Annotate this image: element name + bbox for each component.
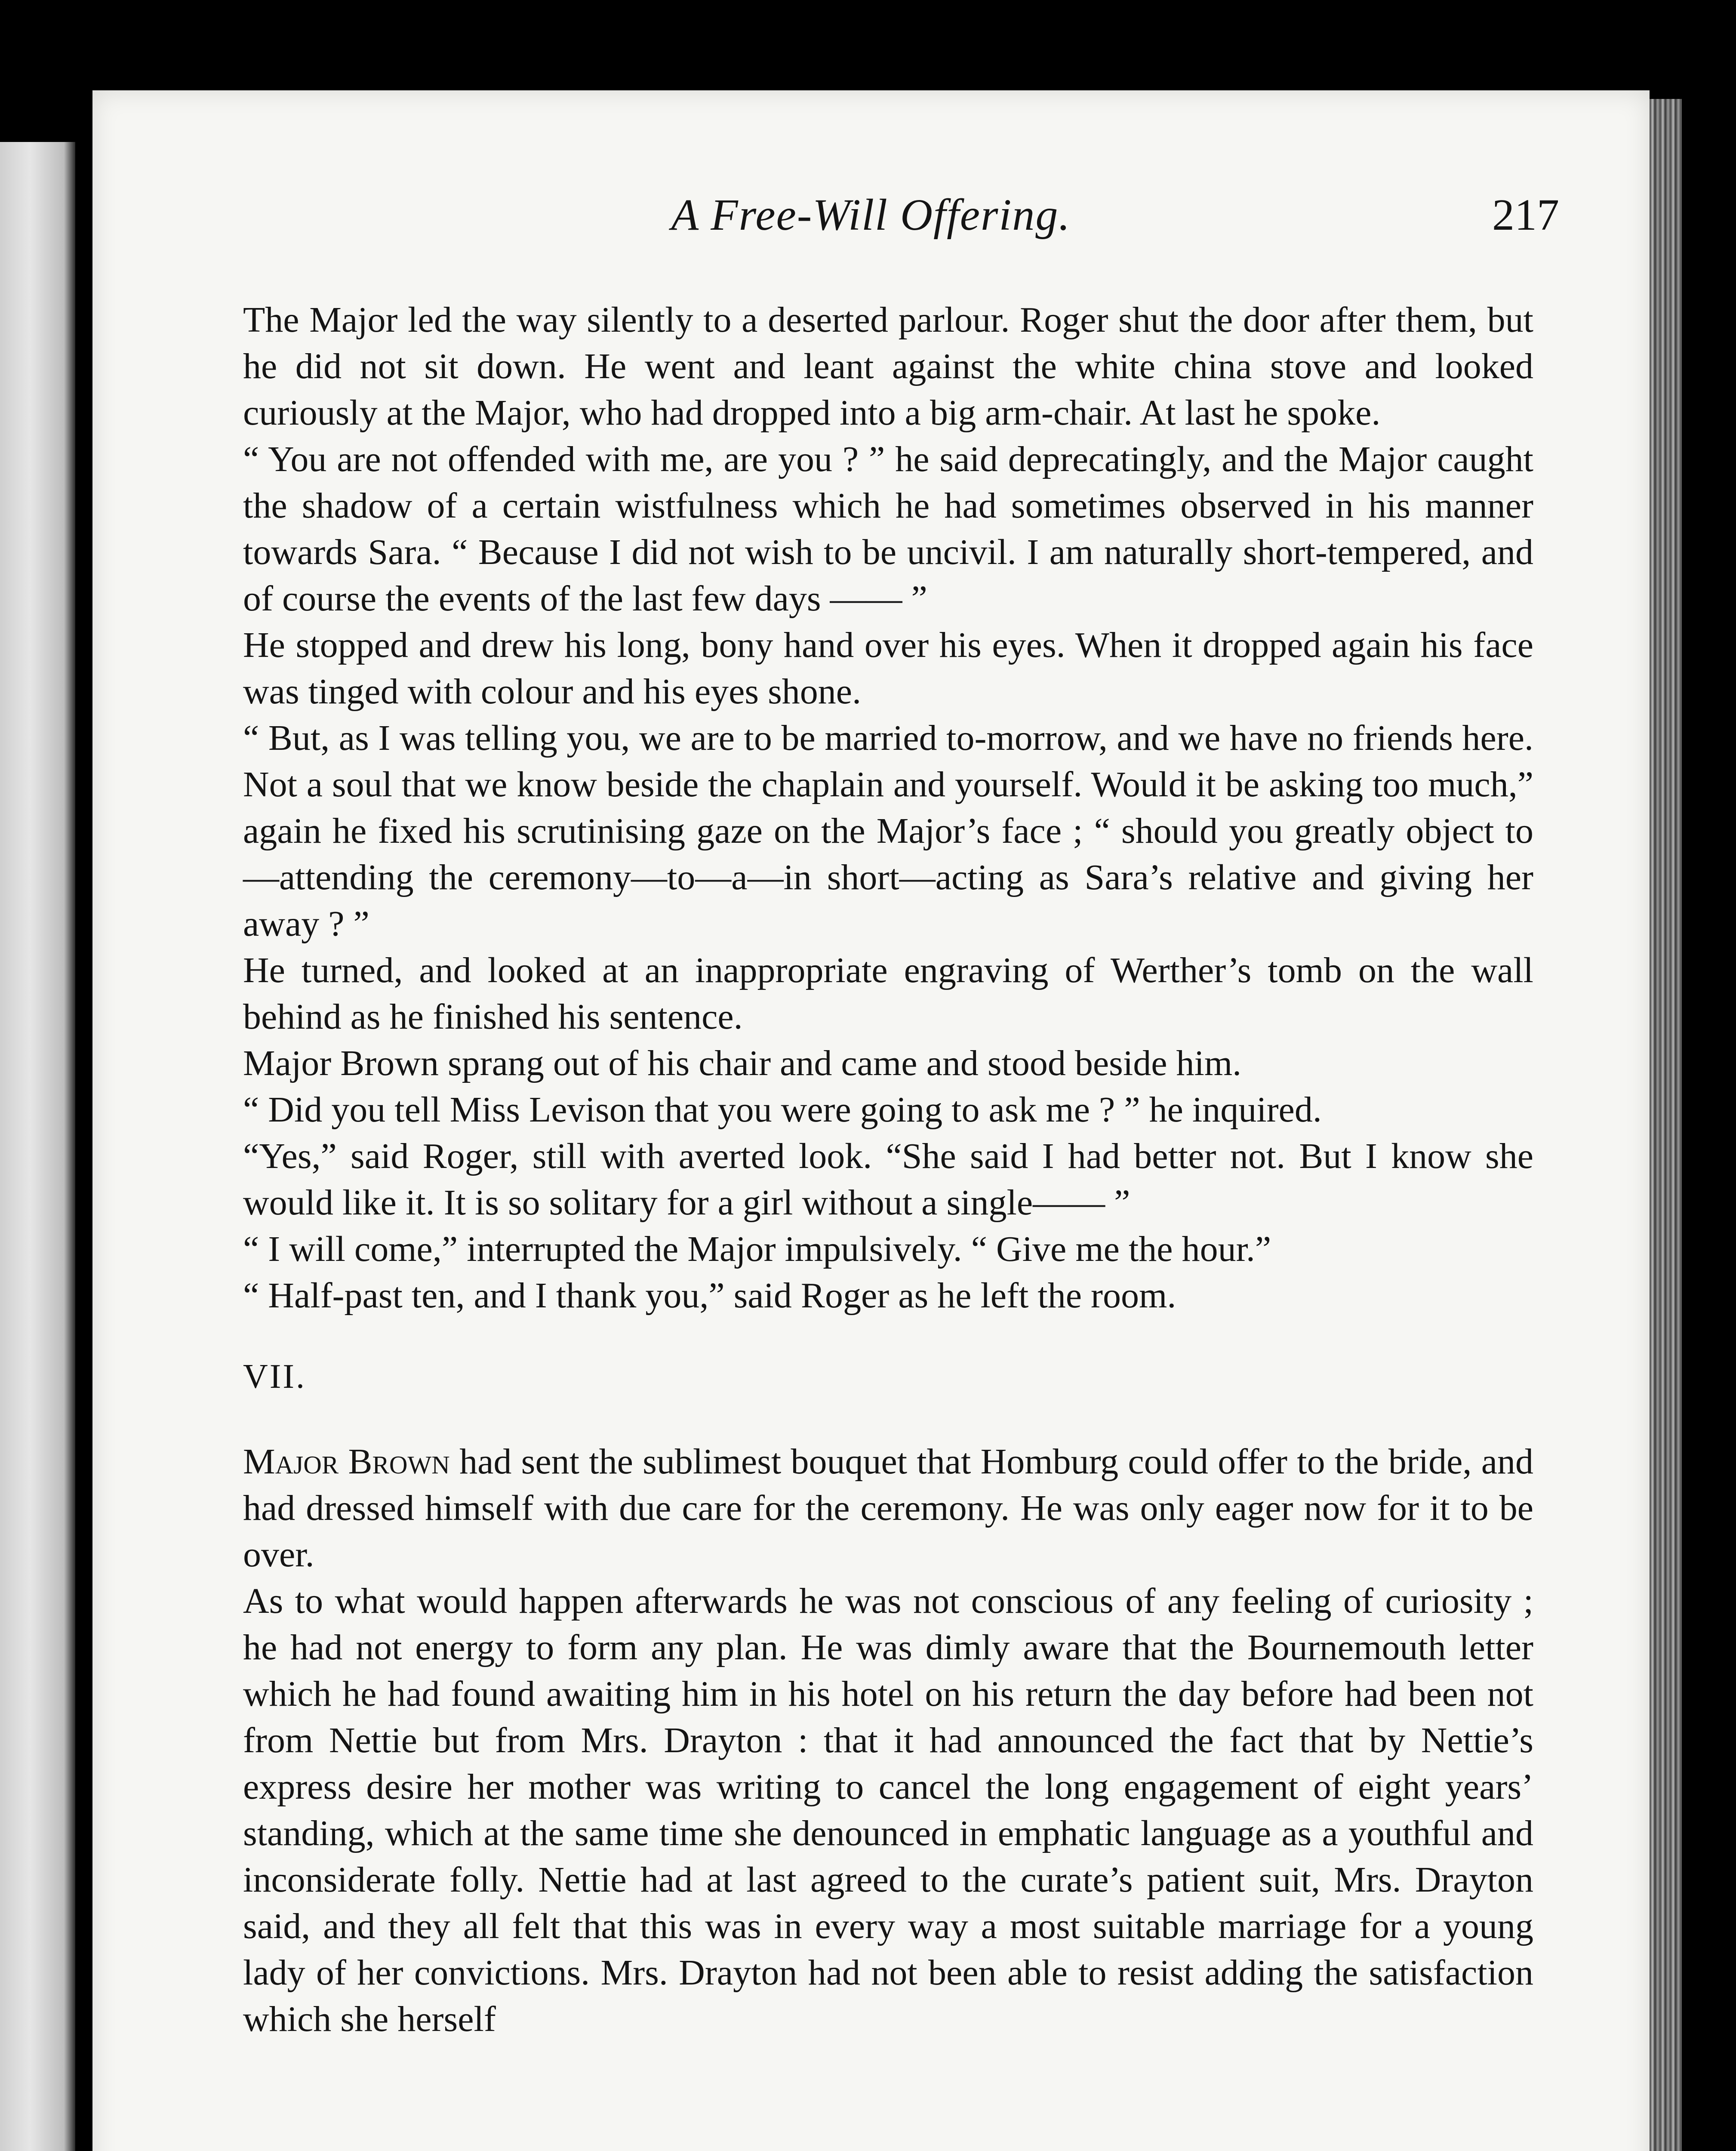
paragraph: “ But, as I was telling you, we are to be married to-morrow, and we have no friends here. Not a soul that we know beside the chaplain and yourself. Would it be asking too much,” again he fixed his scrutinising gaze on the Major’s face ; “ should you greatly object to —attending the ceremony—to—a—in short—acting as Sara’s relative and giving her away ? ” xyxy=(243,718,1533,944)
page-header xyxy=(92,189,1650,258)
paragraph: “ Half-past ten, and I thank you,” said Roger as he left the room. xyxy=(243,1276,1176,1316)
paragraph: “ You are not offended with me, are you ? ” he said deprecatingly, and the Major caught the shadow of a certain wistfulness which he had sometimes observed in his manner towards Sara. “ Because I did not wish to be uncivil. I am naturally short-tempered, and of course the events of the last few days —— ” xyxy=(243,439,1533,619)
chapter-opening-paragraph xyxy=(243,1439,1533,1578)
page-number: 217 xyxy=(1492,190,1559,240)
chapter-heading: VII. xyxy=(243,1358,307,1396)
paragraph: “Yes,” said Roger, still with averted look. “She said I had better not. But I know she would like it. It is so solitary for a girl without a single—— ” xyxy=(243,1136,1533,1223)
paragraph: The Major led the way silently to a deserted parlour. Roger shut the door after them, but he did not sit down. He went and leant against the white china stove and looked curiously at the Major, who had dropped into a big arm-chair. At last he spoke. xyxy=(243,300,1533,433)
paragraph: “ Did you tell Miss Levison that you were going to ask me ? ” he inquired. xyxy=(243,1090,1322,1130)
book-page xyxy=(92,90,1650,2151)
paragraph: Major Brown sprang out of his chair and came and stood beside him. xyxy=(243,1043,1242,1083)
paragraph: He stopped and drew his long, bony hand over his eyes. When it dropped again his face was tinged with colour and his eyes shone. xyxy=(243,625,1533,712)
chapter-opening-smallcaps: Major Brown xyxy=(243,1442,450,1482)
chapter-opening-text: had sent the sublimest bouquet that Homburg could offer to the bride, and had dressed himself with due care for the ceremony. He was only eager now for it to be over. xyxy=(243,1442,1533,1575)
facing-page-edge xyxy=(0,142,75,2151)
paragraph: “ I will come,” interrupted the Major impulsively. “ Give me the hour.” xyxy=(243,1229,1271,1269)
running-head: A Free-Will Offering. xyxy=(671,190,1071,240)
body-text xyxy=(243,297,1533,2043)
paragraph: He turned, and looked at an inappropriate engraving of Werther’s tomb on the wall behind as he finished his sentence. xyxy=(243,950,1533,1037)
paragraph: As to what would happen afterwards he was not conscious of any feeling of curiosity ; he had not energy to form any plan. He was dimly aware that the Bournemouth letter which he had found awaiting him in his hotel on his return the day before had been not from Nettie but from Mrs. Drayton : that it had announced the fact that by Nettie’s express desire her mother was writing to cancel the long engagement of eight years’ standing, which at the same time she denounced in emphatic language as a youthful and inconsiderate folly. Nettie had at last agreed to the curate’s patient suit, Mrs. Drayton said, and they all felt that this was in every way a most suitable marriage for a young lady of her convictions. Mrs. Drayton had not been able to resist adding the satisfaction which she herself xyxy=(243,1581,1533,2039)
